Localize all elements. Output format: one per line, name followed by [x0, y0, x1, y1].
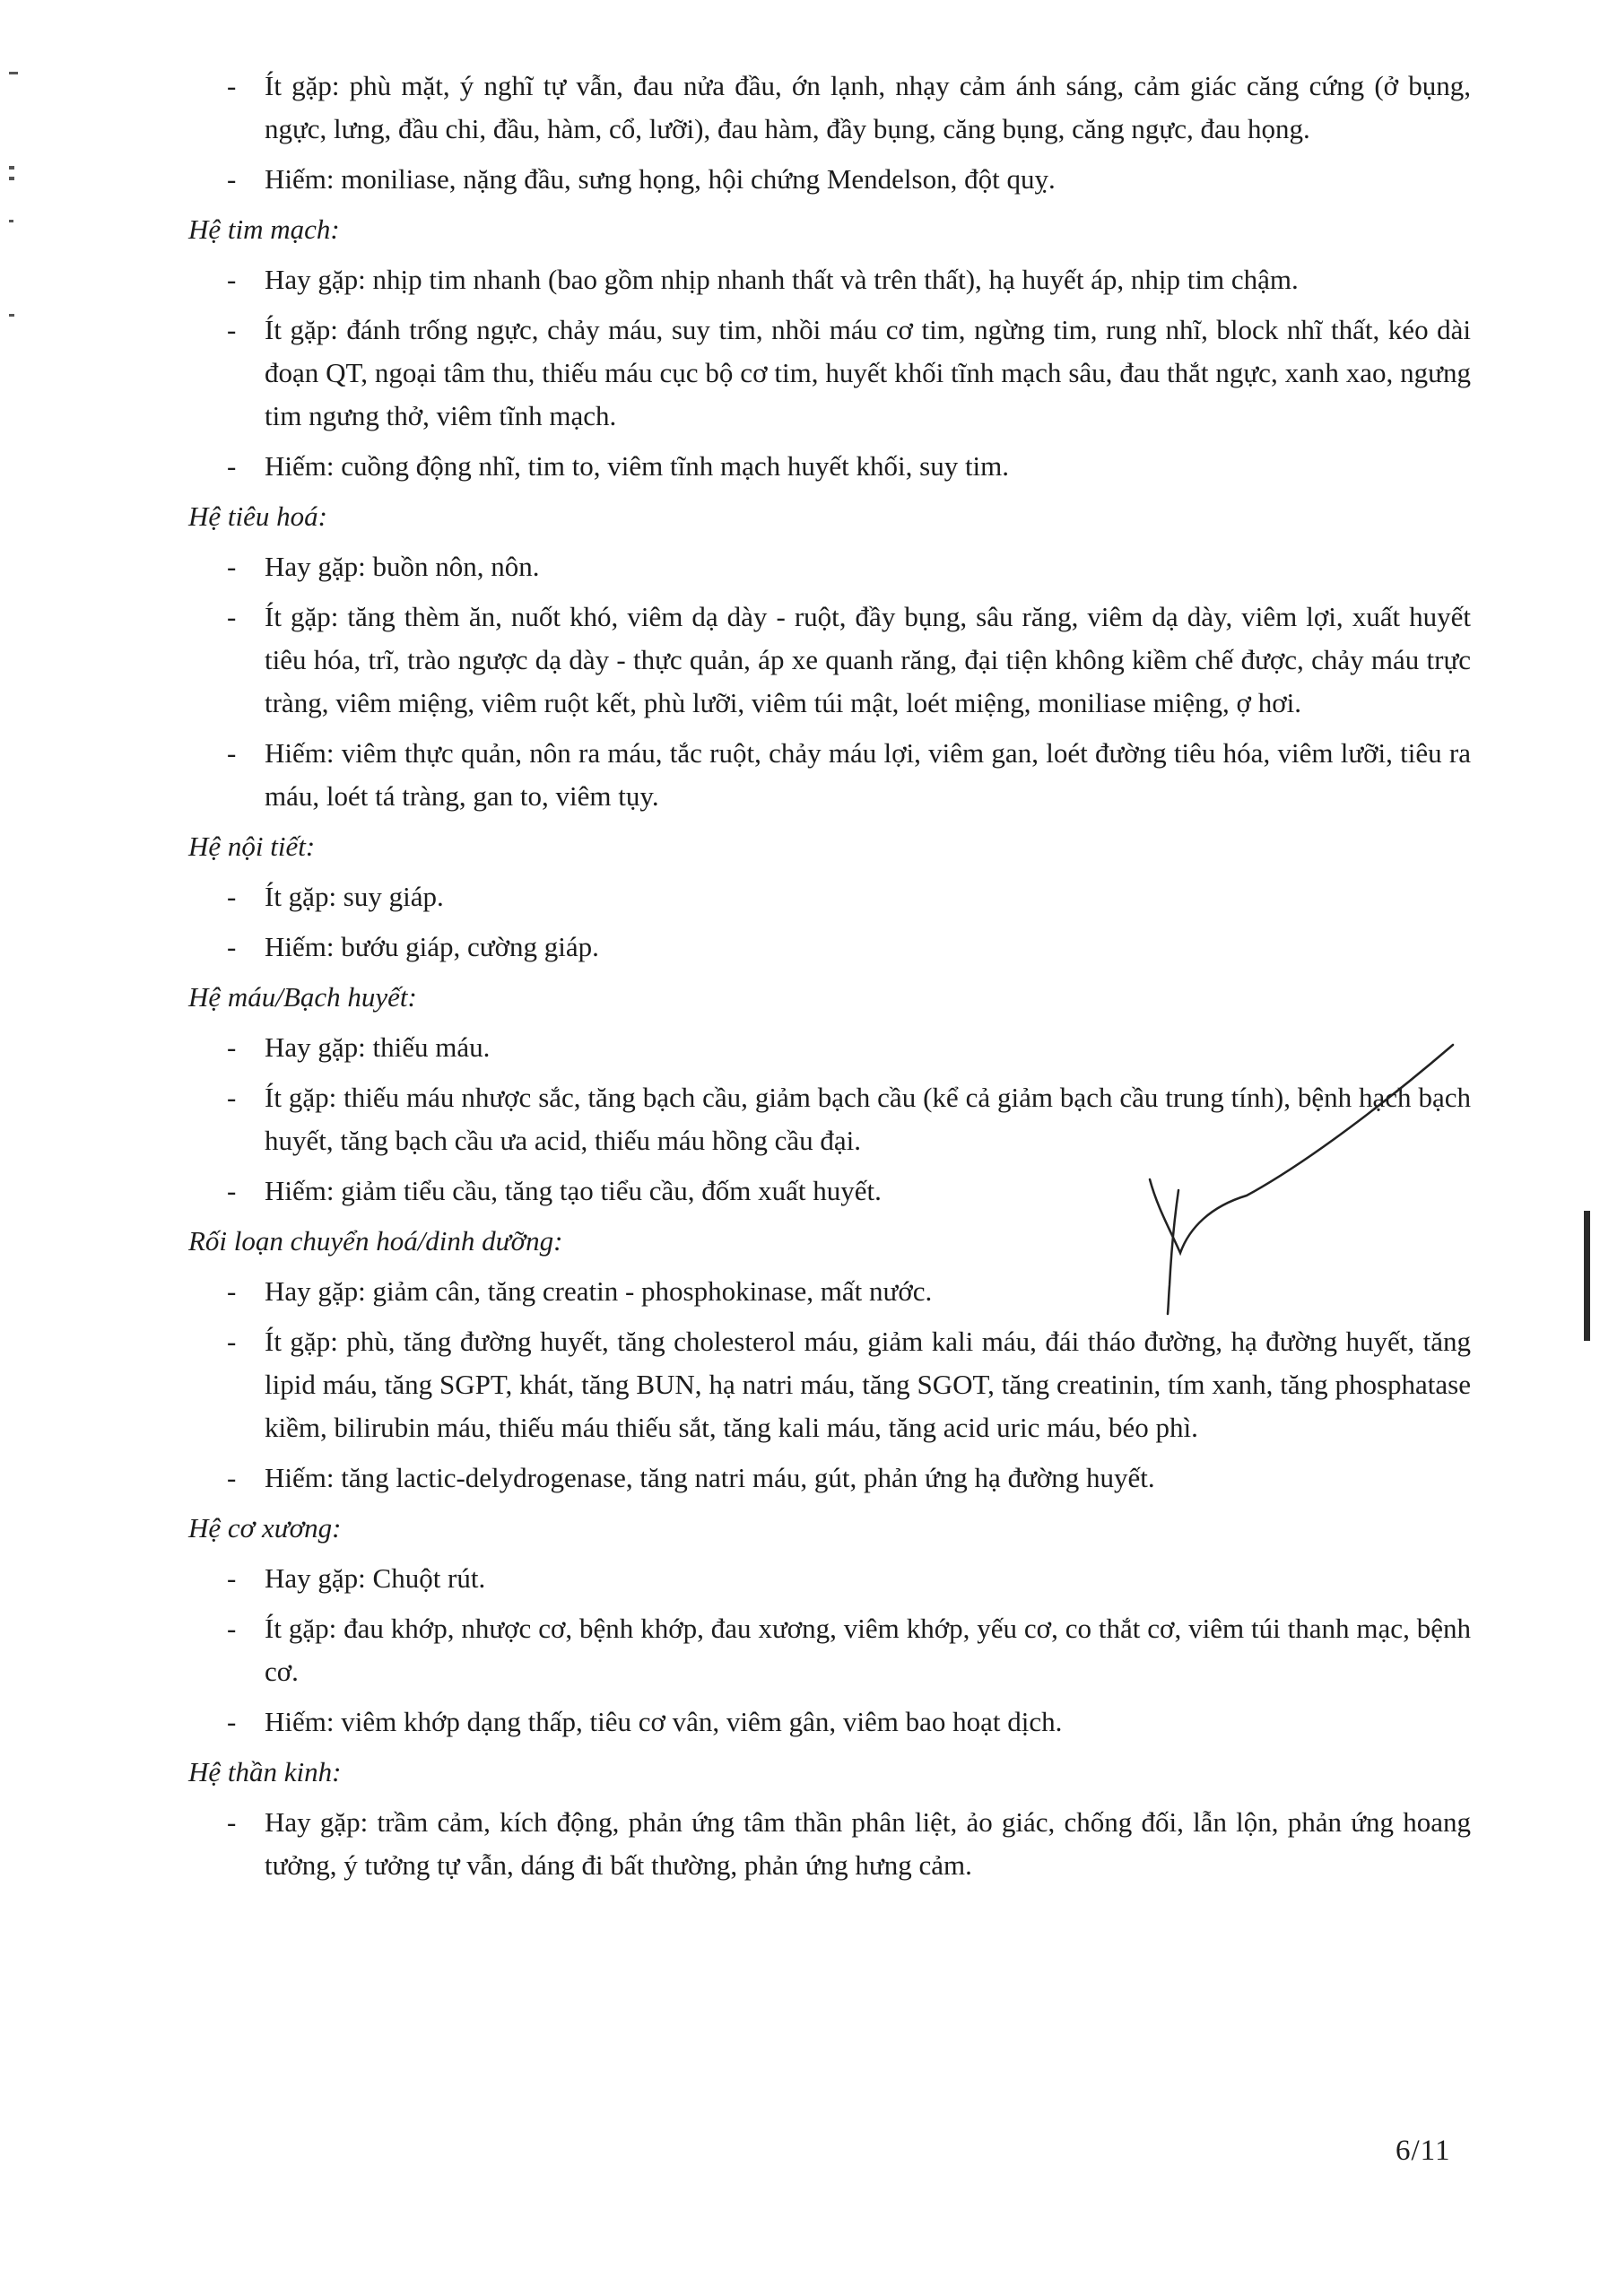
dash-bullet: - [227, 881, 237, 912]
dash-bullet: - [227, 1613, 237, 1644]
dash-bullet: - [227, 1706, 237, 1737]
page-number: 6/11 [1396, 2135, 1451, 2167]
list-item-text: Hay gặp: Chuột rút. [265, 1562, 486, 1594]
dash-bullet: - [227, 1326, 237, 1357]
dash-bullet: - [227, 1275, 237, 1307]
section-heading: Hệ cơ xương: [188, 1512, 342, 1544]
dash-bullet: - [227, 70, 237, 101]
list-item-text: Hiếm: tăng lactic-delydrogenase, tăng natri máu, gút, phản ứng hạ đường huyết. [265, 1462, 1155, 1493]
section [179, 1507, 1471, 1744]
list-item-text: Ít gặp: phù, tăng đường huyết, tăng cholesterol máu, giảm kali máu, đái tháo đường, hạ đường huyết, tăng lipid máu, tăng SGPT, khát, tăng BUN, hạ natri máu, tăng SGOT, tăng creatinin, tím xanh, tăng phosphatase kiềm, bilirubin máu, thiếu máu thiếu sắt, tăng kali máu, tăng acid uric máu, béo phì. [265, 1326, 1471, 1443]
dash-bullet: - [227, 1562, 237, 1594]
dash-bullet: - [227, 314, 237, 345]
dash-bullet: - [227, 450, 237, 482]
bullet-list [179, 1557, 1471, 1744]
section-heading: Rối loạn chuyển hoá/dinh dưỡng: [188, 1225, 563, 1257]
dash-bullet: - [227, 1175, 237, 1206]
dash-bullet: - [227, 264, 237, 295]
dash-bullet: - [227, 163, 237, 195]
section [179, 208, 1471, 488]
list-item [179, 258, 1471, 301]
list-item-text: Hay gặp: thiếu máu. [265, 1031, 491, 1063]
scan-mark [9, 72, 18, 74]
list-item-text: Hay gặp: trầm cảm, kích động, phản ứng tâm thần phân liệt, ảo giác, chống đối, lẫn lộn, phản ứng hoang tưởng, ý tưởng tự vẫn, dáng đi bất thường, phản ứng hưng cảm. [265, 1806, 1471, 1881]
list-item [179, 1557, 1471, 1600]
list-item [179, 1607, 1471, 1693]
scan-mark [9, 220, 13, 222]
section-heading: Hệ nội tiết: [188, 831, 316, 862]
list-item-text: Ít gặp: đánh trống ngực, chảy máu, suy tim, nhồi máu cơ tim, ngừng tim, rung nhĩ, block nhĩ thất, kéo dài đoạn QT, ngoại tâm thu, thiếu máu cục bộ cơ tim, huyết khối tĩnh mạch sâu, đau thắt ngực, xanh xao, ngưng tim ngưng thở, viêm tĩnh mạch. [265, 314, 1471, 431]
bullet-list [179, 875, 1471, 969]
scan-mark [1584, 1211, 1590, 1341]
dash-bullet: - [227, 1031, 237, 1063]
bullet-list [179, 1801, 1471, 1887]
list-item-text: Hiếm: viêm khớp dạng thấp, tiêu cơ vân, viêm gân, viêm bao hoạt dịch. [265, 1706, 1063, 1737]
scan-mark [9, 166, 14, 170]
list-item-text: Ít gặp: thiếu máu nhược sắc, tăng bạch cầu, giảm bạch cầu (kể cả giảm bạch cầu trung tính), bệnh hạch bạch huyết, tăng bạch cầu ưa acid, thiếu máu hồng cầu đại. [265, 1082, 1471, 1156]
list-item [179, 1801, 1471, 1887]
list-item-text: Hiếm: viêm thực quản, nôn ra máu, tắc ruột, chảy máu lợi, viêm gan, loét đường tiêu hóa, viêm lưỡi, tiêu ra máu, loét tá tràng, gan to, viêm tụy. [265, 737, 1471, 812]
list-item [179, 158, 1471, 201]
list-item [179, 732, 1471, 818]
list-item-text: Ít gặp: phù mặt, ý nghĩ tự vẫn, đau nửa đầu, ớn lạnh, nhạy cảm ánh sáng, cảm giác căng cứng (ở bụng, ngực, lưng, đầu chi, đầu, hàm, cổ, lưỡi), đau hàm, đầy bụng, căng bụng, căng ngực, đau họng. [265, 70, 1471, 144]
scan-mark [9, 314, 14, 317]
list-item-text: Hay gặp: buồn nôn, nôn. [265, 551, 540, 582]
dash-bullet: - [227, 1462, 237, 1493]
section [179, 495, 1471, 818]
list-item [179, 596, 1471, 725]
dash-bullet: - [227, 551, 237, 582]
section [179, 65, 1471, 201]
list-item-text: Ít gặp: tăng thèm ăn, nuốt khó, viêm dạ dày - ruột, đầy bụng, sâu răng, viêm dạ dày, viêm lợi, xuất huyết tiêu hóa, trĩ, trào ngược dạ dày - thực quản, áp xe quanh răng, đại tiện không kiềm chế được, chảy máu trực tràng, viêm miệng, viêm ruột kết, phù lưỡi, viêm túi mật, loét miệng, moniliase miệng, ợ hơi. [265, 601, 1471, 718]
bullet-list [179, 545, 1471, 818]
list-item-text: Ít gặp: suy giáp. [265, 881, 444, 912]
dash-bullet: - [227, 1806, 237, 1838]
list-item [179, 926, 1471, 969]
bullet-list [179, 65, 1471, 201]
dash-bullet: - [227, 1082, 237, 1113]
section-heading: Hệ máu/Bạch huyết: [188, 981, 417, 1013]
list-item [179, 65, 1471, 151]
bullet-list [179, 258, 1471, 488]
section-heading: Hệ thần kinh: [188, 1756, 342, 1787]
scan-mark [9, 177, 14, 180]
section-heading: Hệ tiêu hoá: [188, 500, 327, 532]
list-item [179, 875, 1471, 918]
list-item-text: Ít gặp: đau khớp, nhược cơ, bệnh khớp, đau xương, viêm khớp, yếu cơ, co thắt cơ, viêm túi thanh mạc, bệnh cơ. [265, 1613, 1471, 1687]
section-heading: Hệ tim mạch: [188, 213, 340, 245]
list-item-text: Hiếm: bướu giáp, cường giáp. [265, 931, 599, 962]
document-body [179, 65, 1471, 1894]
list-item [179, 309, 1471, 438]
section [179, 1751, 1471, 1887]
list-item [179, 445, 1471, 488]
dash-bullet: - [227, 931, 237, 962]
list-item-text: Hiếm: cuồng động nhĩ, tim to, viêm tĩnh mạch huyết khối, suy tim. [265, 450, 1010, 482]
section [179, 825, 1471, 969]
dash-bullet: - [227, 737, 237, 769]
list-item [179, 1320, 1471, 1449]
list-item-text: Hiếm: giảm tiểu cầu, tăng tạo tiểu cầu, đốm xuất huyết. [265, 1175, 882, 1206]
list-item-text: Hay gặp: nhịp tim nhanh (bao gồm nhịp nhanh thất và trên thất), hạ huyết áp, nhịp tim chậm. [265, 264, 1299, 295]
handwritten-check-mark [1139, 1036, 1480, 1332]
list-item-text: Hay gặp: giảm cân, tăng creatin - phosphokinase, mất nước. [265, 1275, 933, 1307]
dash-bullet: - [227, 601, 237, 632]
list-item [179, 1700, 1471, 1744]
list-item-text: Hiếm: moniliase, nặng đầu, sưng họng, hội chứng Mendelson, đột quỵ. [265, 163, 1056, 195]
list-item [179, 545, 1471, 588]
list-item [179, 1457, 1471, 1500]
